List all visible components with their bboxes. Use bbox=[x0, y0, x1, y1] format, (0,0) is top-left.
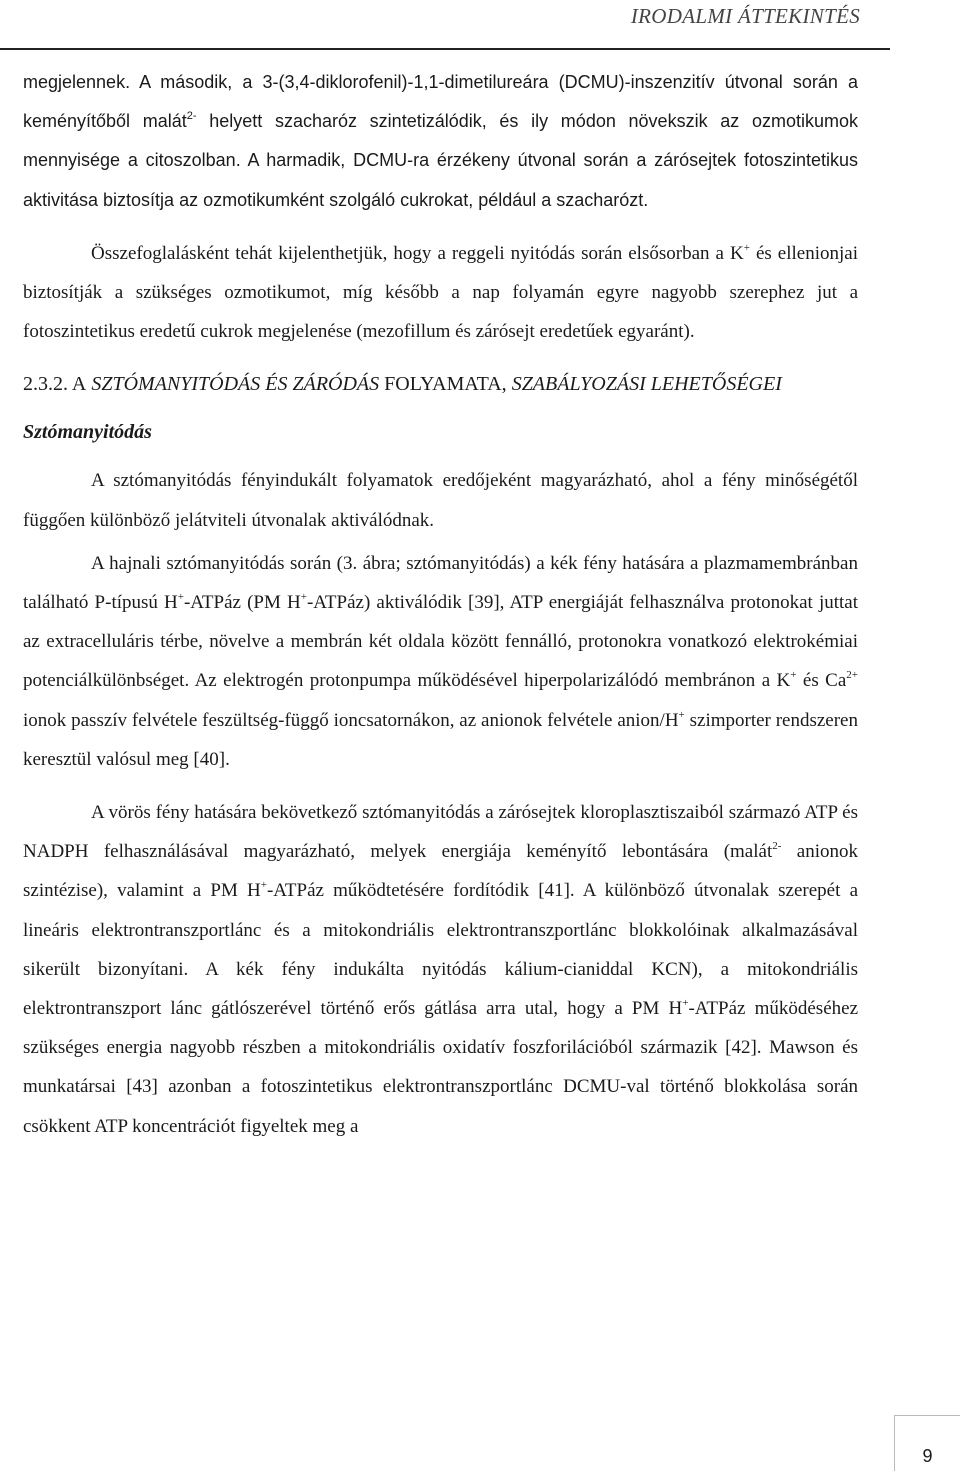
paragraph-2: Összefoglalásként tehát kijelenthetjük, hogy a reggeli nyitódás során elsősorban a K+ és ellenionjai biztosítják a szükséges ozmotikumot, míg később a nap folyamán egyre nagyobb szerephez jut a fotoszintetikus eredetű cukrok megjelenése (mezofillum és zárósejt eredetűek egyaránt). bbox=[23, 241, 858, 343]
paragraph-5: A vörös fény hatására bekövetkező sztómanyitódás a zárósejtek kloroplasztiszaiból származó ATP és NADPH felhasználásával magyarázható, melyek energiája keményítő lebontására (malát$^{2-}$ anionok szintézise), valamint a PM H+-ATPáz működtetésére fordítódik [41]. A különböző útvonalak szerepét a lineáris elektrontranszportlánc és a mitokondriális elektrontranszportlánc blokkolóinak alkalmazásával sikerült bizonyítani. A kék fény indukálta nyitódás kálium-cianiddal KCN), a mitokondriális elektrontranszport lánc gátlószerével történő erős gátlása arra utal, hogy a PM H+-ATPáz működéséhez szükséges energia nagyobb részben a mitokondriális oxidatív foszforilációból származik [42]. Mawson és munkatársai [43] azonban a fotoszintetikus elektrontranszportlánc DCMU-val történő blokkolása során csökkent ATP koncentrációt figyeltek meg a bbox=[23, 802, 858, 1137]
subheading-stomata-opening: Sztómanyitódás bbox=[23, 421, 152, 444]
paragraph-3: A sztómanyitódás fényindukált folyamatok eredőjeként magyarázható, ahol a fény minőségétől függően különböző jelátviteli útvonalak aktiválódnak. bbox=[23, 470, 858, 531]
page-number: 9 bbox=[894, 1415, 960, 1471]
section-number: 2.3.2. bbox=[23, 373, 68, 396]
header-title: IRODALMI ÁTTEKINTÉS bbox=[630, 4, 860, 28]
section-heading: 2.3.2. A SZTÓMANYITÓDÁS ÉS ZÁRÓDÁS FOLYAMATA, SZABÁLYOZÁSI LEHETŐSÉGEI bbox=[23, 373, 782, 396]
paragraph-1: megjelennek. A második, a 3-(3,4-diklorofenil)-1,1-dimetilureára (DCMU)-inszenzitív útvonal során a keményítőből malát$^{2-}$ helyett szacharóz szintetizálódik, és ily módon növekszik az ozmotikumok mennyisége a citoszolban. A harmadik, DCMU-ra érzékeny útvonal során a zárósejtek fotoszintetikus aktivitása biztosítja az ozmotikumként szolgáló cukrokat, például a szacharózt. bbox=[23, 72, 858, 210]
page-header bbox=[0, 0, 890, 50]
page-content bbox=[23, 63, 858, 1146]
paragraph-4: A hajnali sztómanyitódás során (3. ábra; sztómanyitódás) a kék fény hatására a plazmamembránban található P-típusú H+-ATPáz (PM H+-ATPáz) aktiválódik [39], ATP energiáját felhasználva protonokat juttat az extracelluláris térbe, növelve a membrán két oldala között fennálló, protonokra vonatkozó elektrokémiai potenciálkülönbséget. Az elektrogén protonpumpa működésével hiperpolarizálódó membránon a K+ és $Ca^{2+}$ ionok passzív felvétele feszültség-függő ioncsatornákon, az anionok felvétele anion/H+ szimporter rendszeren keresztül valósul meg [40]. bbox=[23, 552, 859, 770]
